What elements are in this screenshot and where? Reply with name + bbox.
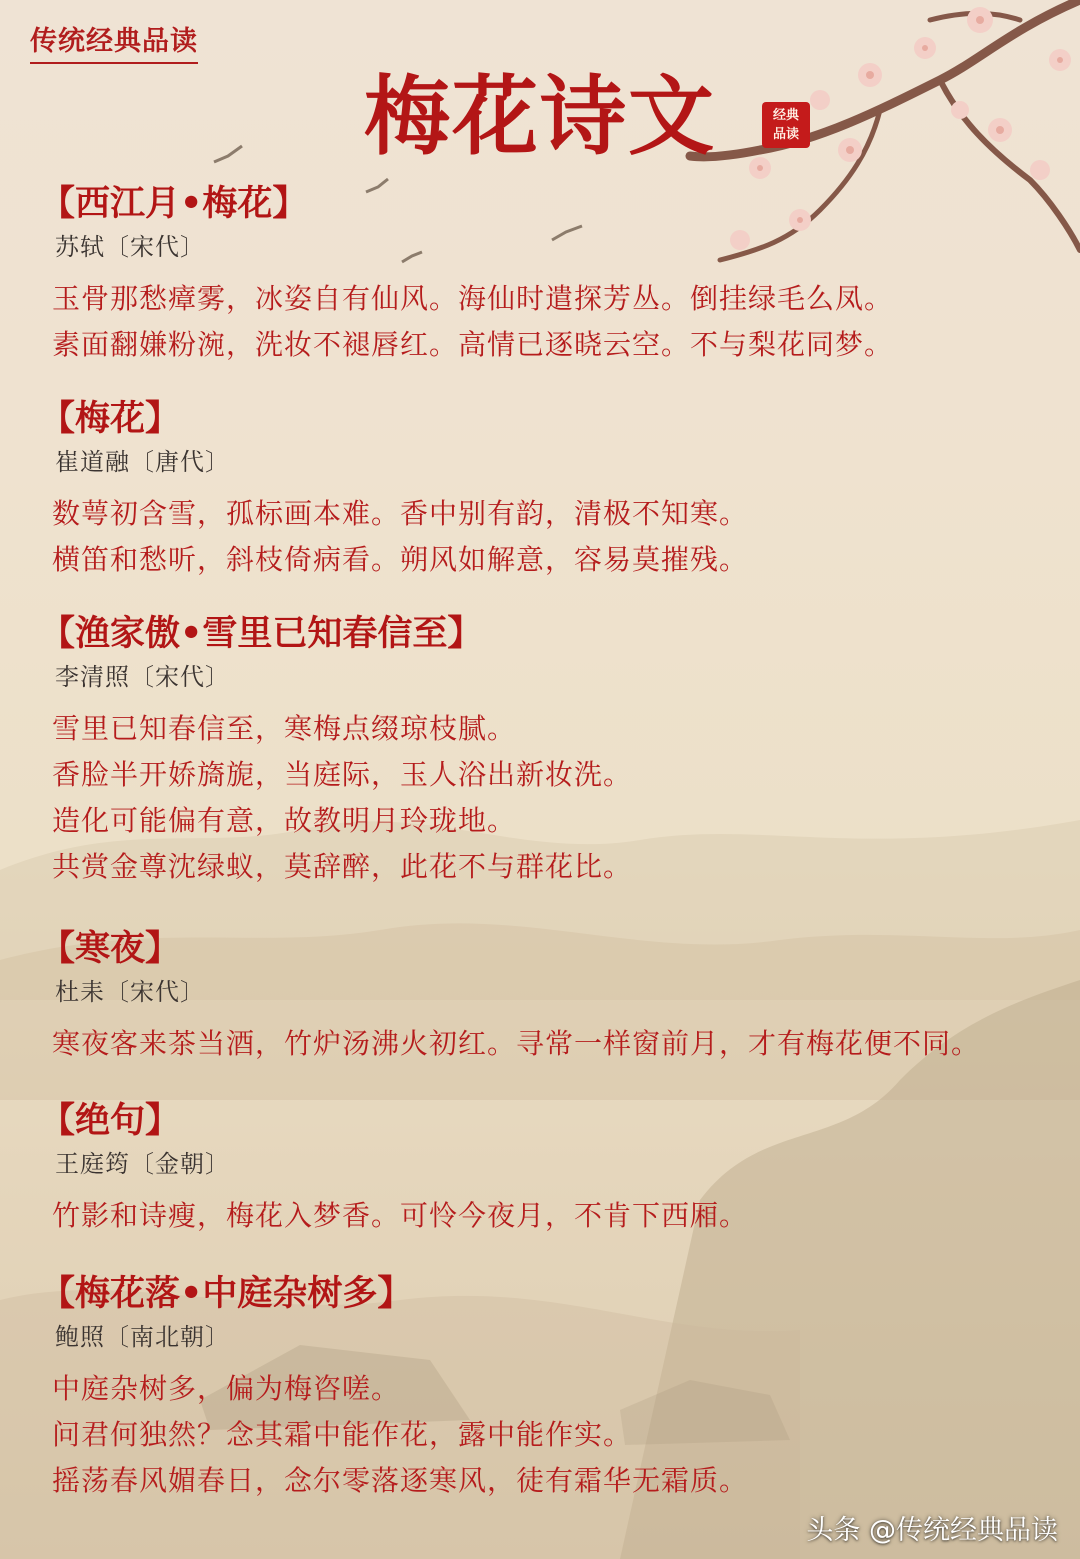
brand-label: 传统经典品读 — [30, 22, 198, 64]
poem-line: 中庭杂树多，偏为梅咨嗟。 — [52, 1372, 401, 1405]
poem-author: 杜耒〔宋代〕 — [55, 978, 205, 1006]
poem-title: 【西江月•梅花】 — [40, 184, 308, 224]
poem-body — [52, 1021, 980, 1067]
poem-title: 【梅花落•中庭杂树多】 — [40, 1274, 413, 1314]
poem-line: 寒夜客来茶当酒，竹炉汤沸火初红。寻常一样窗前月，才有梅花便不同。 — [52, 1027, 981, 1060]
seal-line-1: 经典 — [772, 108, 799, 123]
poem-title: 【渔家傲•雪里已知春信至】 — [40, 614, 483, 654]
poem-title: 【梅花】 — [40, 399, 181, 439]
poem-body — [52, 276, 893, 368]
poem-body — [52, 1366, 748, 1504]
poem-title: 【寒夜】 — [40, 929, 181, 969]
poem-line: 问君何独然？念其霜中能作花，露中能作实。 — [52, 1418, 633, 1451]
poem-line: 竹影和诗瘦，梅花入梦香。可怜今夜月，不肯下西厢。 — [52, 1199, 749, 1232]
seal-stamp — [762, 102, 810, 148]
poem-line: 摇荡春风媚春日，念尔零落逐寒风，徒有霜华无霜质。 — [52, 1464, 749, 1497]
poem-body — [52, 1193, 748, 1239]
poem-author: 崔道融〔唐代〕 — [55, 448, 230, 476]
watermark: 头条 @传统经典品读 — [806, 1515, 1058, 1546]
poem-author: 苏轼〔宋代〕 — [55, 233, 205, 261]
poem-line: 造化可能偏有意，故教明月玲珑地。 — [52, 804, 517, 837]
poem-author: 鲍照〔南北朝〕 — [55, 1323, 230, 1351]
poem-line: 数萼初含雪，孤标画本难。香中别有韵，清极不知寒。 — [52, 497, 749, 530]
poem-line: 素面翻嫌粉涴，洗妆不褪唇红。高情已逐晓云空。不与梨花同梦。 — [52, 328, 894, 361]
poem-author: 王庭筠〔金朝〕 — [55, 1150, 230, 1178]
poem-line: 香脸半开娇旖旎，当庭际，玉人浴出新妆洗。 — [52, 758, 633, 791]
poem-line: 雪里已知春信至，寒梅点缀琼枝腻。 — [52, 712, 517, 745]
seal-line-2: 品读 — [772, 127, 799, 142]
poem-line: 玉骨那愁瘴雾，冰姿自有仙风。海仙时遣探芳丛。倒挂绿毛么凤。 — [52, 282, 894, 315]
poem-title: 【绝句】 — [40, 1101, 181, 1141]
poem-body — [52, 706, 632, 890]
page-title: 梅花诗文 — [364, 67, 716, 167]
poem-line: 共赏金尊沈绿蚁，莫辞醉，此花不与群花比。 — [52, 850, 633, 883]
poem-author: 李清照〔宋代〕 — [55, 663, 230, 691]
poem-line: 横笛和愁听，斜枝倚病看。朔风如解意，容易莫摧残。 — [52, 543, 749, 576]
poem-body — [52, 491, 748, 583]
